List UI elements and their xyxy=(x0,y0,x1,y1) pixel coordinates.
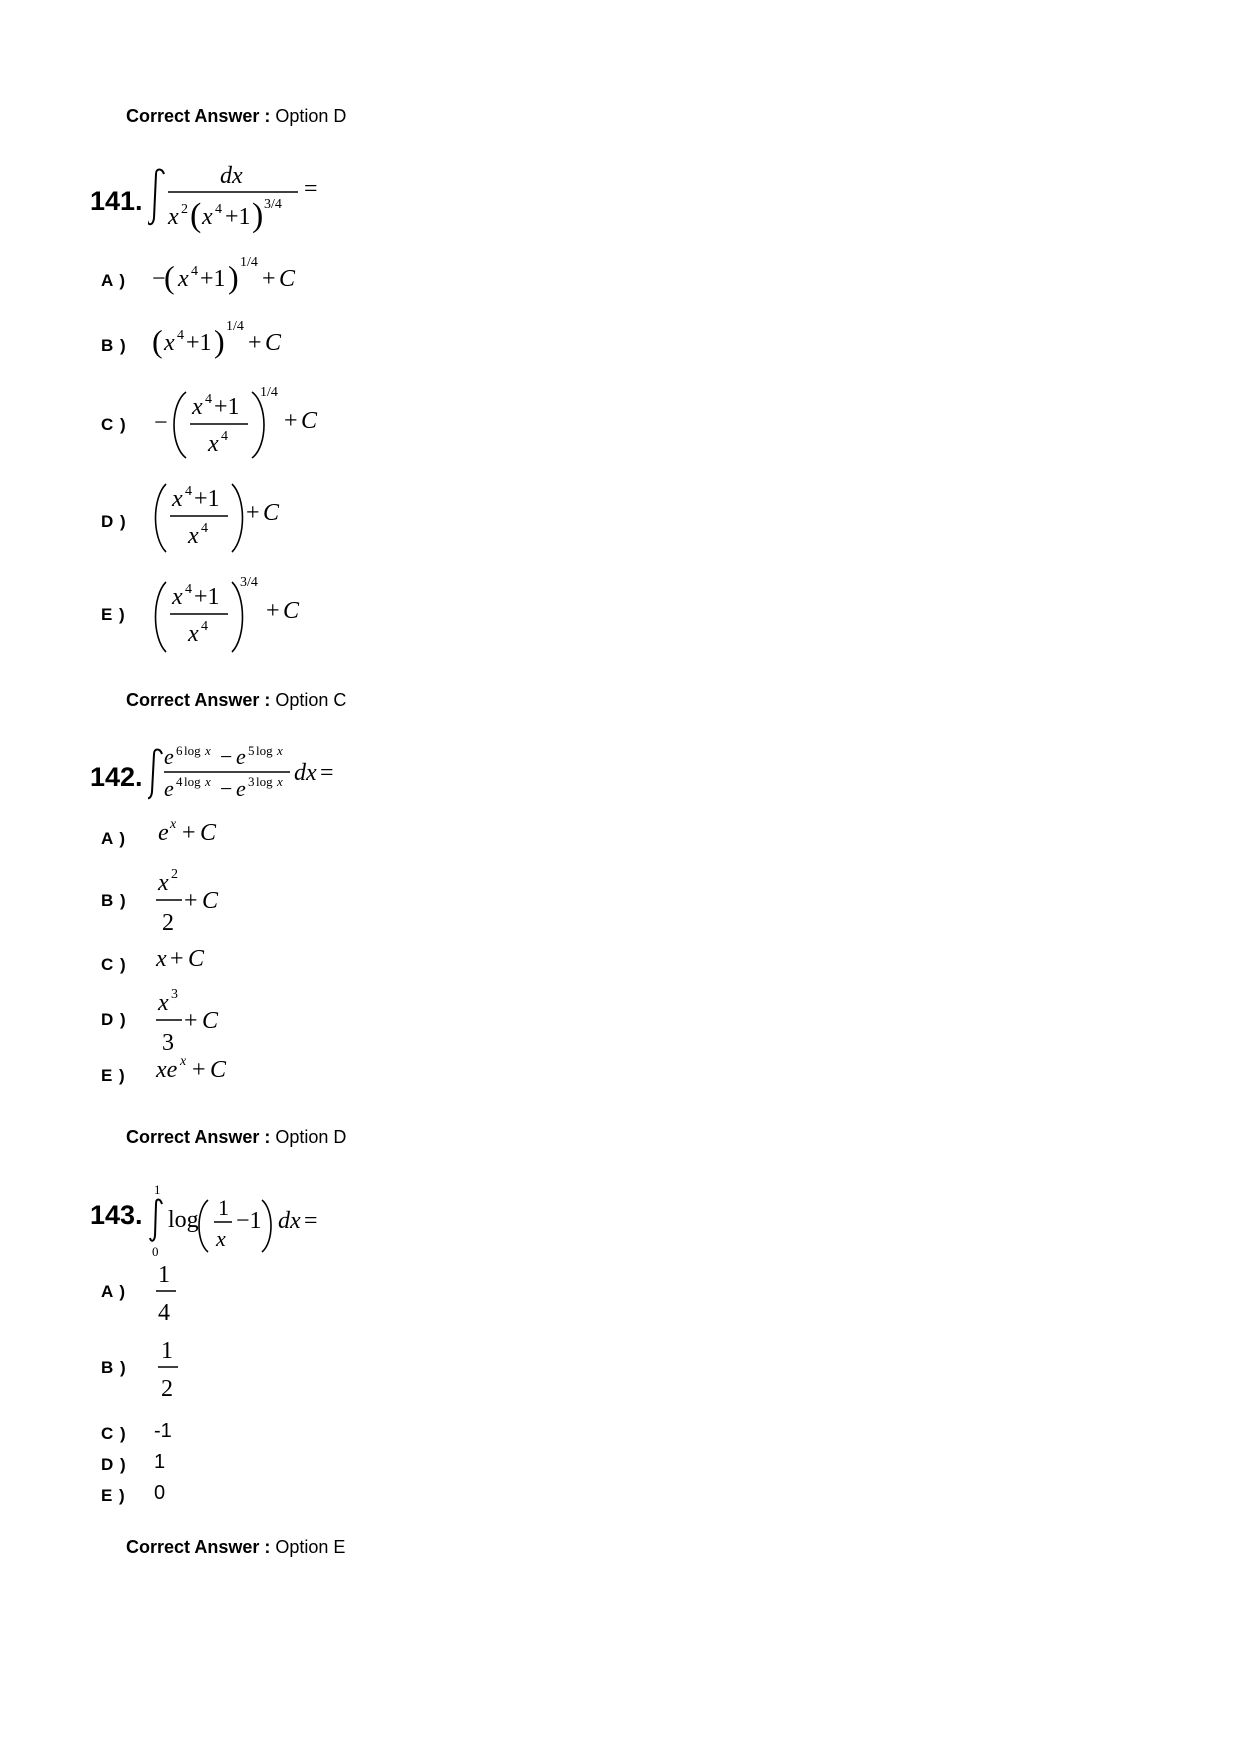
svg-text:4: 4 xyxy=(185,582,192,597)
svg-text:1: 1 xyxy=(218,1195,229,1220)
svg-text:x: x xyxy=(205,743,211,758)
svg-text:x: x xyxy=(168,204,179,230)
svg-text:4: 4 xyxy=(221,429,228,444)
svg-text:e: e xyxy=(158,820,169,846)
svg-text:(: ( xyxy=(190,197,202,234)
svg-text:x: x xyxy=(188,621,199,647)
svg-text:4: 4 xyxy=(176,774,183,789)
svg-text:=: = xyxy=(304,1208,318,1234)
svg-text:+: + xyxy=(184,888,198,914)
svg-text:2: 2 xyxy=(161,1376,173,1402)
correct-answer-143: Correct Answer : Option E xyxy=(126,1537,346,1557)
option-label: A ) xyxy=(101,829,127,848)
svg-text:x: x xyxy=(156,946,167,972)
svg-text:6: 6 xyxy=(176,743,183,758)
svg-text:x: x xyxy=(158,990,169,1016)
svg-text:x: x xyxy=(205,774,211,789)
svg-text:xe: xe xyxy=(156,1057,178,1083)
svg-text:+: + xyxy=(246,500,260,526)
svg-text:log: log xyxy=(256,743,273,758)
svg-text:C: C xyxy=(279,266,296,292)
svg-text:=: = xyxy=(320,760,334,786)
svg-text:C: C xyxy=(265,330,282,356)
svg-text:+1: +1 xyxy=(214,394,240,420)
question-number: 142. xyxy=(90,762,143,792)
svg-text:C: C xyxy=(200,820,217,846)
svg-text:x: x xyxy=(192,394,203,420)
svg-text:2: 2 xyxy=(181,202,188,217)
svg-text:x: x xyxy=(208,431,219,457)
svg-text:3/4: 3/4 xyxy=(264,197,282,212)
option-e-value: 0 xyxy=(154,1482,166,1504)
option-d-formula xyxy=(152,980,272,1056)
svg-text:4: 4 xyxy=(158,1300,170,1326)
svg-text:3/4: 3/4 xyxy=(240,575,258,590)
svg-text:x: x xyxy=(164,330,175,356)
option-d-value: 1 xyxy=(154,1451,166,1473)
svg-text:+: + xyxy=(266,598,280,624)
svg-text:x: x xyxy=(188,523,199,549)
option-label: E ) xyxy=(101,605,126,624)
option-label: A ) xyxy=(101,271,127,290)
svg-text:+1: +1 xyxy=(186,330,212,356)
svg-text:x: x xyxy=(180,1054,187,1069)
option-label: B ) xyxy=(101,1358,127,1377)
option-c-value: -1 xyxy=(154,1420,172,1442)
svg-text:+1: +1 xyxy=(194,584,220,610)
svg-text:(: ( xyxy=(164,259,175,295)
svg-text:4: 4 xyxy=(205,392,212,407)
option-e-formula xyxy=(152,568,332,660)
svg-text:e: e xyxy=(236,776,246,801)
svg-text:+: + xyxy=(248,330,262,356)
option-b-formula xyxy=(152,1332,212,1402)
option-label: C ) xyxy=(101,415,127,434)
svg-text:=: = xyxy=(304,176,318,202)
option-label: D ) xyxy=(101,1455,127,1474)
option-label: D ) xyxy=(101,512,127,531)
svg-text:e: e xyxy=(236,744,246,769)
option-a-formula xyxy=(152,1256,212,1326)
question-number: 143. xyxy=(90,1200,143,1230)
svg-text:1/4: 1/4 xyxy=(226,319,244,334)
svg-text:1/4: 1/4 xyxy=(260,385,278,400)
svg-text:4: 4 xyxy=(177,328,184,343)
svg-text:4: 4 xyxy=(191,264,198,279)
svg-text:x: x xyxy=(172,486,183,512)
option-b-formula xyxy=(152,860,272,936)
svg-text:x: x xyxy=(170,817,177,832)
svg-text:−: − xyxy=(154,410,168,436)
svg-text:1: 1 xyxy=(154,1182,161,1197)
svg-text:+1: +1 xyxy=(225,204,251,230)
svg-text:e: e xyxy=(164,744,174,769)
svg-text:dx: dx xyxy=(278,1208,301,1234)
svg-text:+: + xyxy=(262,266,276,292)
svg-text:+: + xyxy=(284,408,298,434)
option-label: B ) xyxy=(101,336,127,355)
option-label: E ) xyxy=(101,1066,126,1085)
svg-text:dx: dx xyxy=(220,163,243,189)
svg-text:1/4: 1/4 xyxy=(240,255,258,270)
svg-text:x: x xyxy=(202,204,213,230)
svg-text:4: 4 xyxy=(201,521,208,536)
option-label: B ) xyxy=(101,891,127,910)
svg-text:4: 4 xyxy=(201,619,208,634)
question-143-formula xyxy=(148,1180,348,1260)
svg-text:x: x xyxy=(178,266,189,292)
svg-text:C: C xyxy=(202,888,219,914)
option-label: C ) xyxy=(101,1424,127,1443)
svg-text:4: 4 xyxy=(215,202,222,217)
svg-text:3: 3 xyxy=(171,987,178,1002)
svg-text:x: x xyxy=(277,774,283,789)
option-b-formula xyxy=(152,314,312,370)
svg-text:−: − xyxy=(152,266,166,292)
svg-text:log: log xyxy=(184,743,201,758)
svg-text:−: − xyxy=(220,776,233,801)
svg-text:C: C xyxy=(283,598,300,624)
option-label: E ) xyxy=(101,1486,126,1505)
option-a-formula xyxy=(152,810,272,850)
correct-answer-141: Correct Answer : Option C xyxy=(126,690,347,710)
svg-text:dx: dx xyxy=(294,760,317,786)
svg-text:+1: +1 xyxy=(200,266,226,292)
svg-text:x: x xyxy=(158,870,169,896)
svg-text:−: − xyxy=(220,744,233,769)
svg-text:log: log xyxy=(184,774,201,789)
svg-text:): ) xyxy=(228,259,239,295)
svg-text:C: C xyxy=(301,408,318,434)
option-c-formula xyxy=(152,376,332,466)
option-label: D ) xyxy=(101,1010,127,1029)
svg-text:C: C xyxy=(202,1008,219,1034)
svg-text:x: x xyxy=(172,584,183,610)
svg-text:0: 0 xyxy=(152,1244,159,1259)
svg-text:1: 1 xyxy=(161,1338,173,1364)
svg-text:e: e xyxy=(164,776,174,801)
svg-text:1: 1 xyxy=(158,1262,170,1288)
svg-text:2: 2 xyxy=(171,867,178,882)
svg-text:C: C xyxy=(188,946,205,972)
question-141-formula xyxy=(148,158,328,240)
option-a-formula xyxy=(152,250,312,306)
option-label: C ) xyxy=(101,955,127,974)
svg-text:log: log xyxy=(168,1207,199,1233)
question-number: 141. xyxy=(90,186,143,216)
option-e-formula xyxy=(152,1046,272,1086)
svg-text:x: x xyxy=(277,743,283,758)
svg-text:x: x xyxy=(216,1226,226,1251)
option-c-formula xyxy=(152,936,272,976)
svg-text:C: C xyxy=(263,500,280,526)
question-142-formula xyxy=(148,740,348,804)
option-d-formula xyxy=(152,476,312,566)
svg-text:): ) xyxy=(252,197,264,234)
svg-text:5: 5 xyxy=(248,743,255,758)
correct-answer-prev: Correct Answer : Option D xyxy=(126,106,347,126)
svg-text:4: 4 xyxy=(185,484,192,499)
svg-text:+: + xyxy=(184,1008,198,1034)
svg-text:log: log xyxy=(256,774,273,789)
svg-text:+1: +1 xyxy=(194,486,220,512)
option-label: A ) xyxy=(101,1282,127,1301)
svg-text:): ) xyxy=(214,323,225,359)
correct-answer-142: Correct Answer : Option D xyxy=(126,1127,347,1147)
svg-text:2: 2 xyxy=(162,910,174,936)
svg-text:+: + xyxy=(170,946,184,972)
svg-text:(: ( xyxy=(152,323,163,359)
svg-text:3: 3 xyxy=(162,1030,174,1056)
svg-text:+: + xyxy=(192,1057,206,1083)
svg-text:−1: −1 xyxy=(236,1208,262,1234)
svg-text:C: C xyxy=(210,1057,227,1083)
svg-text:3: 3 xyxy=(248,774,255,789)
svg-text:+: + xyxy=(182,820,196,846)
